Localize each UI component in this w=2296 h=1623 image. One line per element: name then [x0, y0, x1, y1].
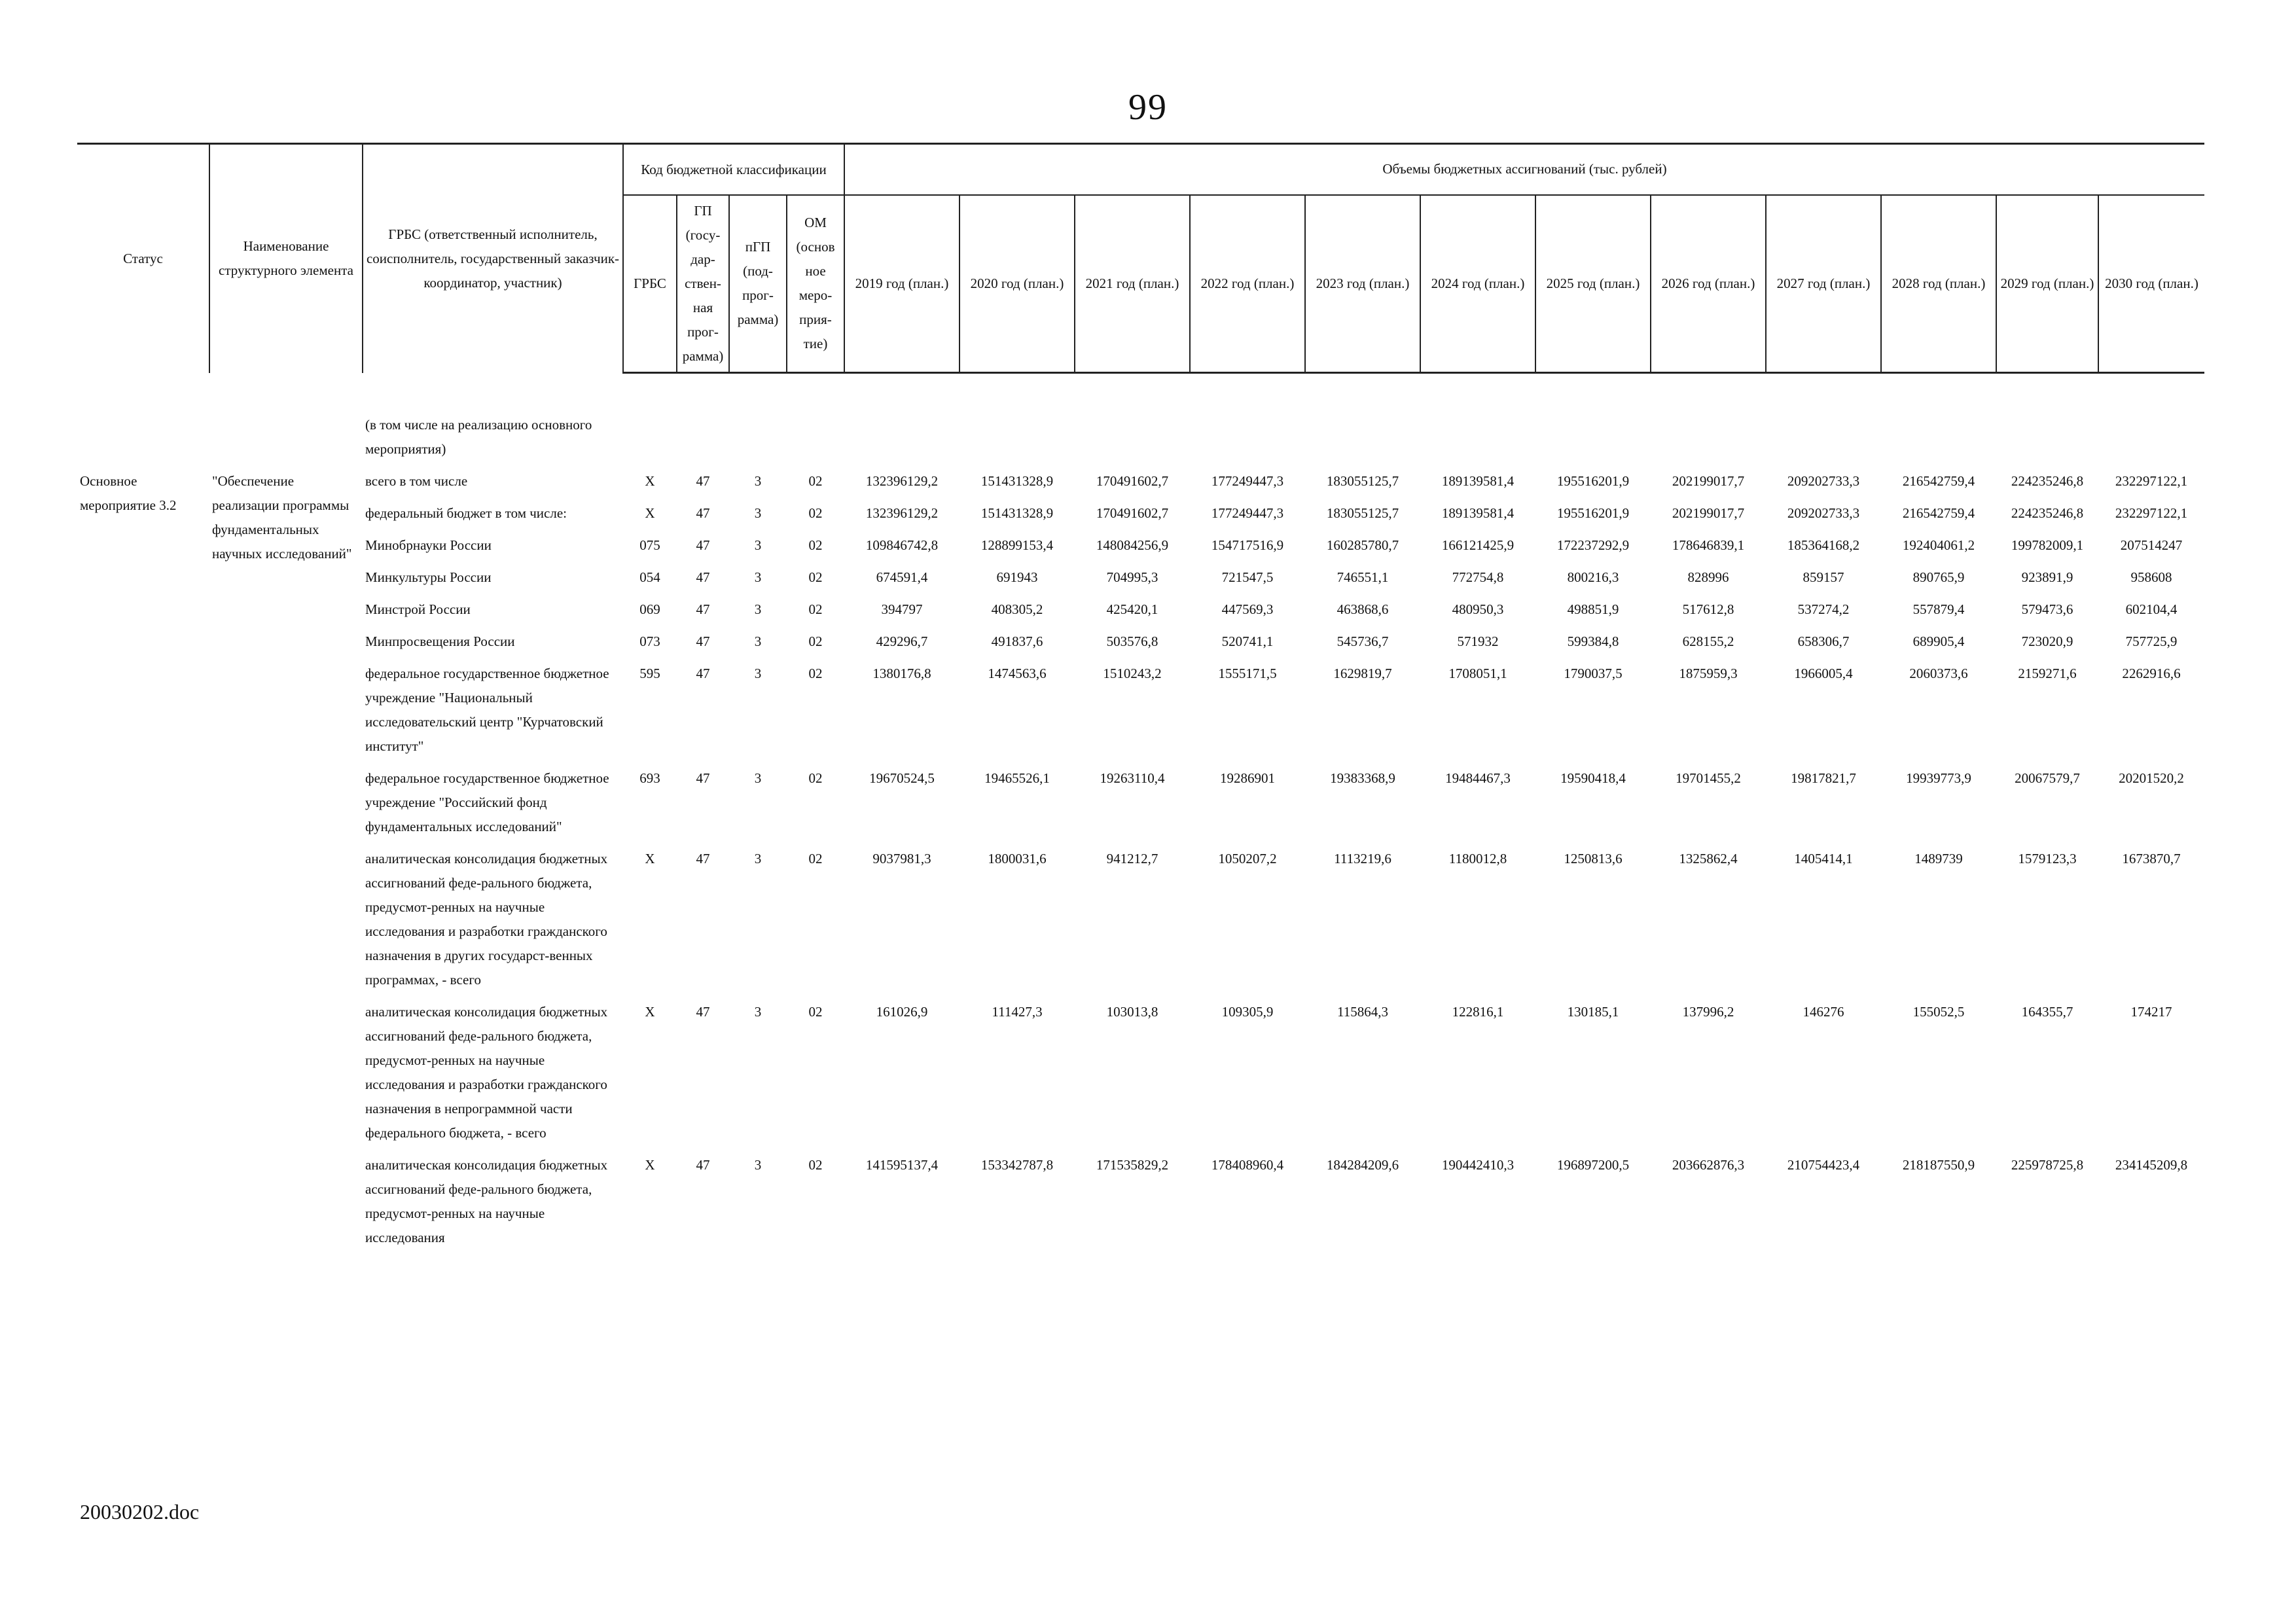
year-value: 447569,3 — [1221, 601, 1274, 617]
year-value: 232297122,1 — [2115, 473, 2188, 489]
header-volumes-group: Объемы бюджетных ассигнований (тыс. рублей) — [844, 144, 2204, 195]
year-value: 19939773,9 — [1906, 770, 1971, 786]
year-value: 537274,2 — [1797, 601, 1850, 617]
year-value: 218187550,9 — [1902, 1157, 1975, 1173]
year-value: 1875959,3 — [1679, 666, 1738, 681]
year-value: 151431328,9 — [980, 473, 1054, 489]
table-row — [77, 1153, 2204, 1258]
year-value: 183055125,7 — [1326, 505, 1399, 521]
gp-code: 47 — [696, 505, 710, 521]
year-value: 1800031,6 — [988, 851, 1047, 866]
year-value: 1250813,6 — [1564, 851, 1623, 866]
year-value: 151431328,9 — [980, 505, 1054, 521]
pgp-code: 3 — [754, 473, 762, 489]
om-code: 02 — [808, 666, 823, 681]
year-value: 130185,1 — [1567, 1004, 1619, 1020]
year-value: 192404061,2 — [1902, 537, 1975, 553]
header-year: 2024 год (план.) — [1420, 195, 1535, 373]
year-value: 146276 — [1803, 1004, 1844, 1020]
year-value: 184284209,6 — [1326, 1157, 1399, 1173]
year-value: 183055125,7 — [1326, 473, 1399, 489]
year-value: 1380176,8 — [872, 666, 931, 681]
gp-code: 47 — [696, 537, 710, 553]
year-value: 602104,4 — [2125, 601, 2178, 617]
om-code: 02 — [808, 601, 823, 617]
year-value: 1405414,1 — [1794, 851, 1853, 866]
om-code: 02 — [808, 505, 823, 521]
status-cell: Основное мероприятие 3.2 — [80, 473, 177, 513]
grbs-code: 075 — [639, 537, 660, 553]
year-value: 202199017,7 — [1672, 473, 1745, 489]
row-label: аналитическая консолидация бюджетных ассигнований феде-рального бюджета, предусмот-ренных на научные исследования — [365, 1157, 608, 1245]
row-label: аналитическая консолидация бюджетных ассигнований феде-рального бюджета, предусмот-ренных на научные исследования и разработки гражданского назначения в других государст-венных программах, - всего — [365, 851, 608, 988]
table-row — [77, 565, 2204, 597]
year-value: 148084256,9 — [1096, 537, 1169, 553]
om-code: 02 — [808, 1004, 823, 1020]
year-value: 109846742,8 — [865, 537, 939, 553]
year-value: 1050207,2 — [1218, 851, 1277, 866]
grbs-code: 073 — [639, 633, 660, 649]
header-year: 2022 год (план.) — [1190, 195, 1305, 373]
year-value: 503576,8 — [1106, 633, 1158, 649]
pgp-code: 3 — [754, 505, 762, 521]
pgp-code: 3 — [754, 537, 762, 553]
year-value: 19670524,5 — [869, 770, 935, 786]
year-value: 1708051,1 — [1448, 666, 1507, 681]
year-value: 800216,3 — [1567, 569, 1619, 585]
year-value: 128899153,4 — [980, 537, 1054, 553]
year-value: 480950,3 — [1452, 601, 1504, 617]
year-value: 109305,9 — [1221, 1004, 1274, 1020]
year-value: 141595137,4 — [865, 1157, 939, 1173]
year-value: 1673870,7 — [2122, 851, 2181, 866]
header-code-group: Код бюджетной классификации — [623, 144, 844, 195]
header-year: 2029 год (план.) — [1996, 195, 2098, 373]
grbs-code: X — [645, 1157, 655, 1173]
gp-code: 47 — [696, 666, 710, 681]
om-code: 02 — [808, 537, 823, 553]
table-row — [77, 469, 2204, 501]
year-value: 170491602,7 — [1096, 473, 1169, 489]
header-grbs: ГРБС — [623, 195, 677, 373]
header-grbs-full: ГРБС (ответственный исполнитель, соисполнитель, государственный заказчик-координатор, участник) — [363, 144, 623, 373]
gp-code: 47 — [696, 770, 710, 786]
year-value: 1325862,4 — [1679, 851, 1738, 866]
year-value: 890765,9 — [1912, 569, 1965, 585]
row-label: Минкультуры России — [365, 569, 492, 585]
year-value: 408305,2 — [991, 601, 1043, 617]
om-code: 02 — [808, 569, 823, 585]
grbs-code: X — [645, 473, 655, 489]
year-value: 958608 — [2130, 569, 2172, 585]
year-value: 232297122,1 — [2115, 505, 2188, 521]
pgp-code: 3 — [754, 1157, 762, 1173]
year-value: 689905,4 — [1912, 633, 1965, 649]
year-value: 2159271,6 — [2018, 666, 2077, 681]
year-value: 19286901 — [1220, 770, 1275, 786]
year-value: 216542759,4 — [1902, 505, 1975, 521]
year-value: 234145209,8 — [2115, 1157, 2188, 1173]
grbs-code: 069 — [639, 601, 660, 617]
year-value: 1790037,5 — [1564, 666, 1623, 681]
table-row — [77, 501, 2204, 533]
year-value: 2060373,6 — [1909, 666, 1968, 681]
year-value: 19465526,1 — [984, 770, 1050, 786]
year-value: 103013,8 — [1106, 1004, 1158, 1020]
row-label: федеральное государственное бюджетное учреждение "Национальный исследовательский центр "Курчатовский институт" — [365, 666, 609, 754]
table-row — [77, 533, 2204, 565]
year-value: 20067579,7 — [2015, 770, 2080, 786]
gp-code: 47 — [696, 473, 710, 489]
budget-table — [77, 143, 2204, 1258]
header-status: Статус — [77, 144, 209, 373]
year-value: 154717516,9 — [1211, 537, 1284, 553]
year-value: 571932 — [1457, 633, 1499, 649]
year-value: 185364168,2 — [1787, 537, 1860, 553]
year-value: 19263110,4 — [1100, 770, 1165, 786]
year-value: 19817821,7 — [1791, 770, 1856, 786]
gp-code: 47 — [696, 851, 710, 866]
year-value: 177249447,3 — [1211, 473, 1284, 489]
pgp-code: 3 — [754, 601, 762, 617]
year-value: 429296,7 — [876, 633, 928, 649]
year-value: 170491602,7 — [1096, 505, 1169, 521]
year-value: 155052,5 — [1912, 1004, 1965, 1020]
header-gp: ГП (госу-дар-ствен-ная прог-рамма) — [677, 195, 729, 373]
year-value: 207514247 — [2120, 537, 2183, 553]
structural-element-name: "Обеспечение реализации программы фундаментальных научных исследований" — [212, 473, 352, 562]
table-row — [77, 630, 2204, 662]
year-value: 9037981,3 — [872, 851, 931, 866]
year-value: 828996 — [1687, 569, 1729, 585]
table-row — [77, 597, 2204, 630]
year-value: 115864,3 — [1337, 1004, 1388, 1020]
year-value: 111427,3 — [992, 1004, 1043, 1020]
year-value: 545736,7 — [1336, 633, 1389, 649]
gp-code: 47 — [696, 633, 710, 649]
row-label: Минстрой России — [365, 601, 471, 617]
year-value: 171535829,2 — [1096, 1157, 1169, 1173]
year-value: 166121425,9 — [1441, 537, 1515, 553]
row-label: Минпросвещения России — [365, 633, 515, 649]
gp-code: 47 — [696, 601, 710, 617]
pgp-code: 3 — [754, 851, 762, 866]
year-value: 1966005,4 — [1794, 666, 1853, 681]
om-code: 02 — [808, 633, 823, 649]
year-value: 209202733,3 — [1787, 473, 1860, 489]
year-value: 517612,8 — [1682, 601, 1734, 617]
year-value: 425420,1 — [1106, 601, 1158, 617]
year-value: 195516201,9 — [1556, 473, 1630, 489]
year-value: 190442410,3 — [1441, 1157, 1515, 1173]
year-value: 2262916,6 — [2122, 666, 2181, 681]
header-year: 2019 год (план.) — [844, 195, 960, 373]
pgp-code: 3 — [754, 1004, 762, 1020]
header-year: 2030 год (план.) — [2098, 195, 2204, 373]
row-label: Минобрнауки России — [365, 537, 492, 553]
year-value: 491837,6 — [991, 633, 1043, 649]
year-value: 153342787,8 — [980, 1157, 1054, 1173]
header-year: 2026 год (план.) — [1651, 195, 1766, 373]
year-value: 137996,2 — [1682, 1004, 1734, 1020]
gp-code: 47 — [696, 1157, 710, 1173]
year-value: 498851,9 — [1567, 601, 1619, 617]
year-value: 202199017,7 — [1672, 505, 1745, 521]
year-value: 178408960,4 — [1211, 1157, 1284, 1173]
year-value: 224235246,8 — [2011, 505, 2084, 521]
row-label: всего в том числе — [365, 473, 468, 489]
header-name: Наименование структурного элемента — [209, 144, 363, 373]
om-code: 02 — [808, 770, 823, 786]
year-value: 122816,1 — [1452, 1004, 1504, 1020]
om-code: 02 — [808, 1157, 823, 1173]
year-value: 1579123,3 — [2018, 851, 2077, 866]
year-value: 1113219,6 — [1334, 851, 1391, 866]
year-value: 691943 — [996, 569, 1038, 585]
grbs-code: X — [645, 1004, 655, 1020]
year-value: 19484467,3 — [1445, 770, 1511, 786]
year-value: 161026,9 — [876, 1004, 928, 1020]
year-value: 164355,7 — [2021, 1004, 2073, 1020]
om-code: 02 — [808, 851, 823, 866]
om-code: 02 — [808, 473, 823, 489]
year-value: 628155,2 — [1682, 633, 1734, 649]
year-value: 859157 — [1803, 569, 1844, 585]
pgp-code: 3 — [754, 770, 762, 786]
year-value: 225978725,8 — [2011, 1157, 2084, 1173]
grbs-code: X — [645, 505, 655, 521]
row-label: федеральное государственное бюджетное учреждение "Российский фонд фундаментальных исследований" — [365, 770, 609, 834]
year-value: 599384,8 — [1567, 633, 1619, 649]
year-value: 1555171,5 — [1218, 666, 1277, 681]
year-value: 19701455,2 — [1676, 770, 1741, 786]
year-value: 160285780,7 — [1326, 537, 1399, 553]
year-value: 941212,7 — [1106, 851, 1158, 866]
year-value: 579473,6 — [2021, 601, 2073, 617]
year-value: 463868,6 — [1336, 601, 1389, 617]
page-number: 99 — [1128, 87, 1168, 128]
header-year: 2027 год (план.) — [1766, 195, 1881, 373]
header-pgp: пГП (под-прог-рамма) — [729, 195, 787, 373]
year-value: 557879,4 — [1912, 601, 1965, 617]
intro-text: (в том числе на реализацию основного мероприятия) — [365, 417, 592, 457]
year-value: 923891,9 — [2021, 569, 2073, 585]
grbs-code: X — [645, 851, 655, 866]
grbs-code: 054 — [639, 569, 660, 585]
year-value: 723020,9 — [2021, 633, 2073, 649]
table-row — [77, 766, 2204, 847]
year-value: 174217 — [2130, 1004, 2172, 1020]
table-row — [77, 662, 2204, 766]
gp-code: 47 — [696, 1004, 710, 1020]
row-label: федеральный бюджет в том числе: — [365, 505, 567, 521]
year-value: 19590418,4 — [1560, 770, 1626, 786]
year-value: 216542759,4 — [1902, 473, 1975, 489]
year-value: 394797 — [881, 601, 923, 617]
year-value: 19383368,9 — [1330, 770, 1395, 786]
year-value: 177249447,3 — [1211, 505, 1284, 521]
year-value: 704995,3 — [1106, 569, 1158, 585]
year-value: 224235246,8 — [2011, 473, 2084, 489]
year-value: 721547,5 — [1221, 569, 1274, 585]
year-value: 189139581,4 — [1441, 505, 1515, 521]
year-value: 1489739 — [1914, 851, 1963, 866]
year-value: 203662876,3 — [1672, 1157, 1745, 1173]
header-om: ОМ (основ ное меро-прия-тие) — [787, 195, 844, 373]
year-value: 189139581,4 — [1441, 473, 1515, 489]
grbs-code: 693 — [639, 770, 660, 786]
year-value: 658306,7 — [1797, 633, 1850, 649]
year-value: 1180012,8 — [1448, 851, 1507, 866]
year-value: 210754423,4 — [1787, 1157, 1860, 1173]
table-row — [77, 847, 2204, 1000]
year-value: 195516201,9 — [1556, 505, 1630, 521]
pgp-code: 3 — [754, 666, 762, 681]
grbs-code: 595 — [639, 666, 660, 681]
row-label: аналитическая консолидация бюджетных ассигнований феде-рального бюджета, предусмот-ренных на научные исследования и разработки гражданского назначения в непрограммной части федерального бюджета, - всего — [365, 1004, 608, 1141]
pgp-code: 3 — [754, 569, 762, 585]
year-value: 1510243,2 — [1103, 666, 1162, 681]
year-value: 209202733,3 — [1787, 505, 1860, 521]
year-value: 20201520,2 — [2119, 770, 2184, 786]
header-year: 2023 год (план.) — [1305, 195, 1420, 373]
year-value: 757725,9 — [2125, 633, 2178, 649]
year-value: 1474563,6 — [988, 666, 1047, 681]
year-value: 172237292,9 — [1556, 537, 1630, 553]
gp-code: 47 — [696, 569, 710, 585]
pgp-code: 3 — [754, 633, 762, 649]
header-year: 2020 год (план.) — [960, 195, 1075, 373]
year-value: 196897200,5 — [1556, 1157, 1630, 1173]
year-value: 132396129,2 — [865, 505, 939, 521]
year-value: 178646839,1 — [1672, 537, 1745, 553]
header-year: 2025 год (план.) — [1535, 195, 1651, 373]
year-value: 132396129,2 — [865, 473, 939, 489]
header-year: 2028 год (план.) — [1881, 195, 1996, 373]
year-value: 1629819,7 — [1333, 666, 1392, 681]
year-value: 520741,1 — [1221, 633, 1274, 649]
year-value: 772754,8 — [1452, 569, 1504, 585]
year-value: 746551,1 — [1336, 569, 1389, 585]
footer-filename: 20030202.doc — [80, 1500, 200, 1524]
header-year: 2021 год (план.) — [1075, 195, 1190, 373]
year-value: 674591,4 — [876, 569, 928, 585]
year-value: 199782009,1 — [2011, 537, 2084, 553]
table-row — [77, 1000, 2204, 1153]
